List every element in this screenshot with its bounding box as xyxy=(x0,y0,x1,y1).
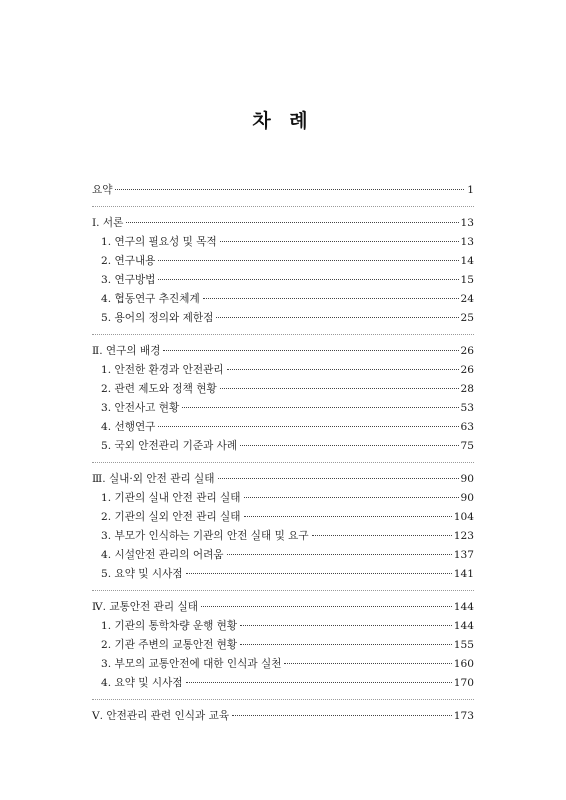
section-divider xyxy=(92,206,474,208)
toc-section-entry[interactable] xyxy=(92,546,474,565)
toc-section-entry[interactable] xyxy=(92,252,474,271)
toc-chapter-entry[interactable] xyxy=(92,181,474,200)
dot-leader xyxy=(115,189,464,190)
section-divider xyxy=(92,590,474,592)
toc-section-entry[interactable] xyxy=(92,233,474,252)
toc-page-number: 26 xyxy=(460,364,474,376)
dot-leader xyxy=(218,478,459,479)
toc-page-number: 13 xyxy=(460,217,474,229)
dot-leader xyxy=(126,222,458,223)
toc-page-number: 173 xyxy=(453,710,474,722)
toc-page-number: 15 xyxy=(460,274,474,286)
toc-page-number: 144 xyxy=(453,620,474,632)
toc-page-number: 53 xyxy=(460,402,474,414)
dot-leader xyxy=(312,535,452,536)
toc-section-entry[interactable] xyxy=(92,418,474,437)
toc-chapter-entry[interactable] xyxy=(92,598,474,617)
toc-entry-label: 5. 국외 안전관리 기준과 사례 xyxy=(101,440,238,452)
toc-section-entry[interactable] xyxy=(92,636,474,655)
toc-entry-label: 4. 요약 및 시사점 xyxy=(101,677,183,689)
toc-page-number: 13 xyxy=(460,236,474,248)
toc-section-entry[interactable] xyxy=(92,617,474,636)
toc-page-number: 160 xyxy=(453,658,474,670)
toc-chapter-entry[interactable] xyxy=(92,707,474,726)
toc-section-entry[interactable] xyxy=(92,399,474,418)
toc-page-number: 90 xyxy=(460,473,474,485)
toc-section-entry[interactable] xyxy=(92,527,474,546)
dot-leader xyxy=(203,298,459,299)
toc-chapter-entry[interactable] xyxy=(92,214,474,233)
toc-chapter-entry[interactable] xyxy=(92,470,474,489)
toc-section-entry[interactable] xyxy=(92,508,474,527)
toc-entry-label: Ⅰ. 서론 xyxy=(92,217,124,229)
toc-page-number: 144 xyxy=(453,601,474,613)
toc-page-number: 28 xyxy=(460,383,474,395)
dot-leader xyxy=(244,497,459,498)
toc-page-number: 141 xyxy=(453,568,474,580)
toc-entry-label: 3. 연구방법 xyxy=(101,274,156,286)
toc-section-entry[interactable] xyxy=(92,290,474,309)
toc-page-number: 155 xyxy=(453,639,474,651)
dot-leader xyxy=(232,715,452,716)
toc-entry-label: 요약 xyxy=(92,184,113,196)
dot-leader xyxy=(240,625,452,626)
toc-page-number: 14 xyxy=(460,255,474,267)
dot-leader xyxy=(182,407,458,408)
toc-entry-label: 2. 관련 제도와 정책 현황 xyxy=(101,383,217,395)
dot-leader xyxy=(220,241,459,242)
dot-leader xyxy=(240,644,452,645)
toc-page-number: 75 xyxy=(460,440,474,452)
toc-section-entry[interactable] xyxy=(92,437,474,456)
toc-page-number: 170 xyxy=(453,677,474,689)
toc-section-entry[interactable] xyxy=(92,380,474,399)
section-divider xyxy=(92,334,474,336)
toc-entry-label: 1. 안전한 환경과 안전관리 xyxy=(101,364,224,376)
toc-page-number: 137 xyxy=(453,549,474,561)
toc-entry-label: 1. 연구의 필요성 및 목적 xyxy=(101,236,217,248)
toc-section-entry[interactable] xyxy=(92,489,474,508)
toc-chapter-entry[interactable] xyxy=(92,342,474,361)
toc-page-number: 104 xyxy=(453,511,474,523)
section-divider xyxy=(92,699,474,701)
toc-entry-label: 3. 부모의 교통안전에 대한 인식과 실천 xyxy=(101,658,282,670)
toc-section-entry[interactable] xyxy=(92,655,474,674)
page-title: 차 례 xyxy=(252,110,314,132)
toc-entry-label: 5. 요약 및 시사점 xyxy=(101,568,183,580)
section-divider xyxy=(92,462,474,464)
toc-entry-label: 4. 시설안전 관리의 어려움 xyxy=(101,549,224,561)
toc-section-entry[interactable] xyxy=(92,309,474,328)
toc-entry-label: Ⅱ. 연구의 배경 xyxy=(92,345,161,357)
dot-leader xyxy=(201,606,452,607)
toc-section-entry[interactable] xyxy=(92,565,474,584)
toc-page-number: 1 xyxy=(467,184,474,196)
toc-page-number: 123 xyxy=(453,530,474,542)
toc-page-number: 24 xyxy=(460,293,474,305)
dot-leader xyxy=(186,573,452,574)
toc-entry-label: Ⅳ. 교통안전 관리 실태 xyxy=(92,601,198,613)
toc-section-entry[interactable] xyxy=(92,361,474,380)
toc-entry-label: 4. 선행연구 xyxy=(101,421,156,433)
toc-entry-label: 4. 협동연구 추진체계 xyxy=(101,293,200,305)
dot-leader xyxy=(158,426,458,427)
toc-entry-label: 2. 연구내용 xyxy=(101,255,156,267)
toc-page-number: 26 xyxy=(460,345,474,357)
toc-entry-label: 2. 기관의 실외 안전 관리 실태 xyxy=(101,511,241,523)
toc-entry-label: Ⅴ. 안전관리 관련 인식과 교육 xyxy=(92,710,230,722)
dot-leader xyxy=(158,279,458,280)
dot-leader xyxy=(186,682,452,683)
dot-leader xyxy=(227,554,452,555)
toc-page-number: 63 xyxy=(460,421,474,433)
dot-leader xyxy=(163,350,458,351)
table-of-contents xyxy=(92,181,474,726)
dot-leader xyxy=(220,388,459,389)
toc-entry-label: 1. 기관의 실내 안전 관리 실태 xyxy=(101,492,241,504)
dot-leader xyxy=(227,369,459,370)
dot-leader xyxy=(240,445,458,446)
dot-leader xyxy=(244,516,452,517)
dot-leader xyxy=(158,260,458,261)
dot-leader xyxy=(284,663,451,664)
toc-entry-label: 5. 용어의 정의와 제한점 xyxy=(101,312,214,324)
toc-section-entry[interactable] xyxy=(92,271,474,290)
dot-leader xyxy=(216,317,458,318)
toc-page-number: 25 xyxy=(460,312,474,324)
toc-entry-label: 1. 기관의 통학차량 운행 현황 xyxy=(101,620,238,632)
toc-page-number: 90 xyxy=(460,492,474,504)
toc-section-entry[interactable] xyxy=(92,674,474,693)
toc-entry-label: 3. 부모가 인식하는 기관의 안전 실태 및 요구 xyxy=(101,530,309,542)
toc-entry-label: Ⅲ. 실내·외 안전 관리 실태 xyxy=(92,473,215,485)
toc-entry-label: 3. 안전사고 현황 xyxy=(101,402,180,414)
toc-entry-label: 2. 기관 주변의 교통안전 현황 xyxy=(101,639,238,651)
